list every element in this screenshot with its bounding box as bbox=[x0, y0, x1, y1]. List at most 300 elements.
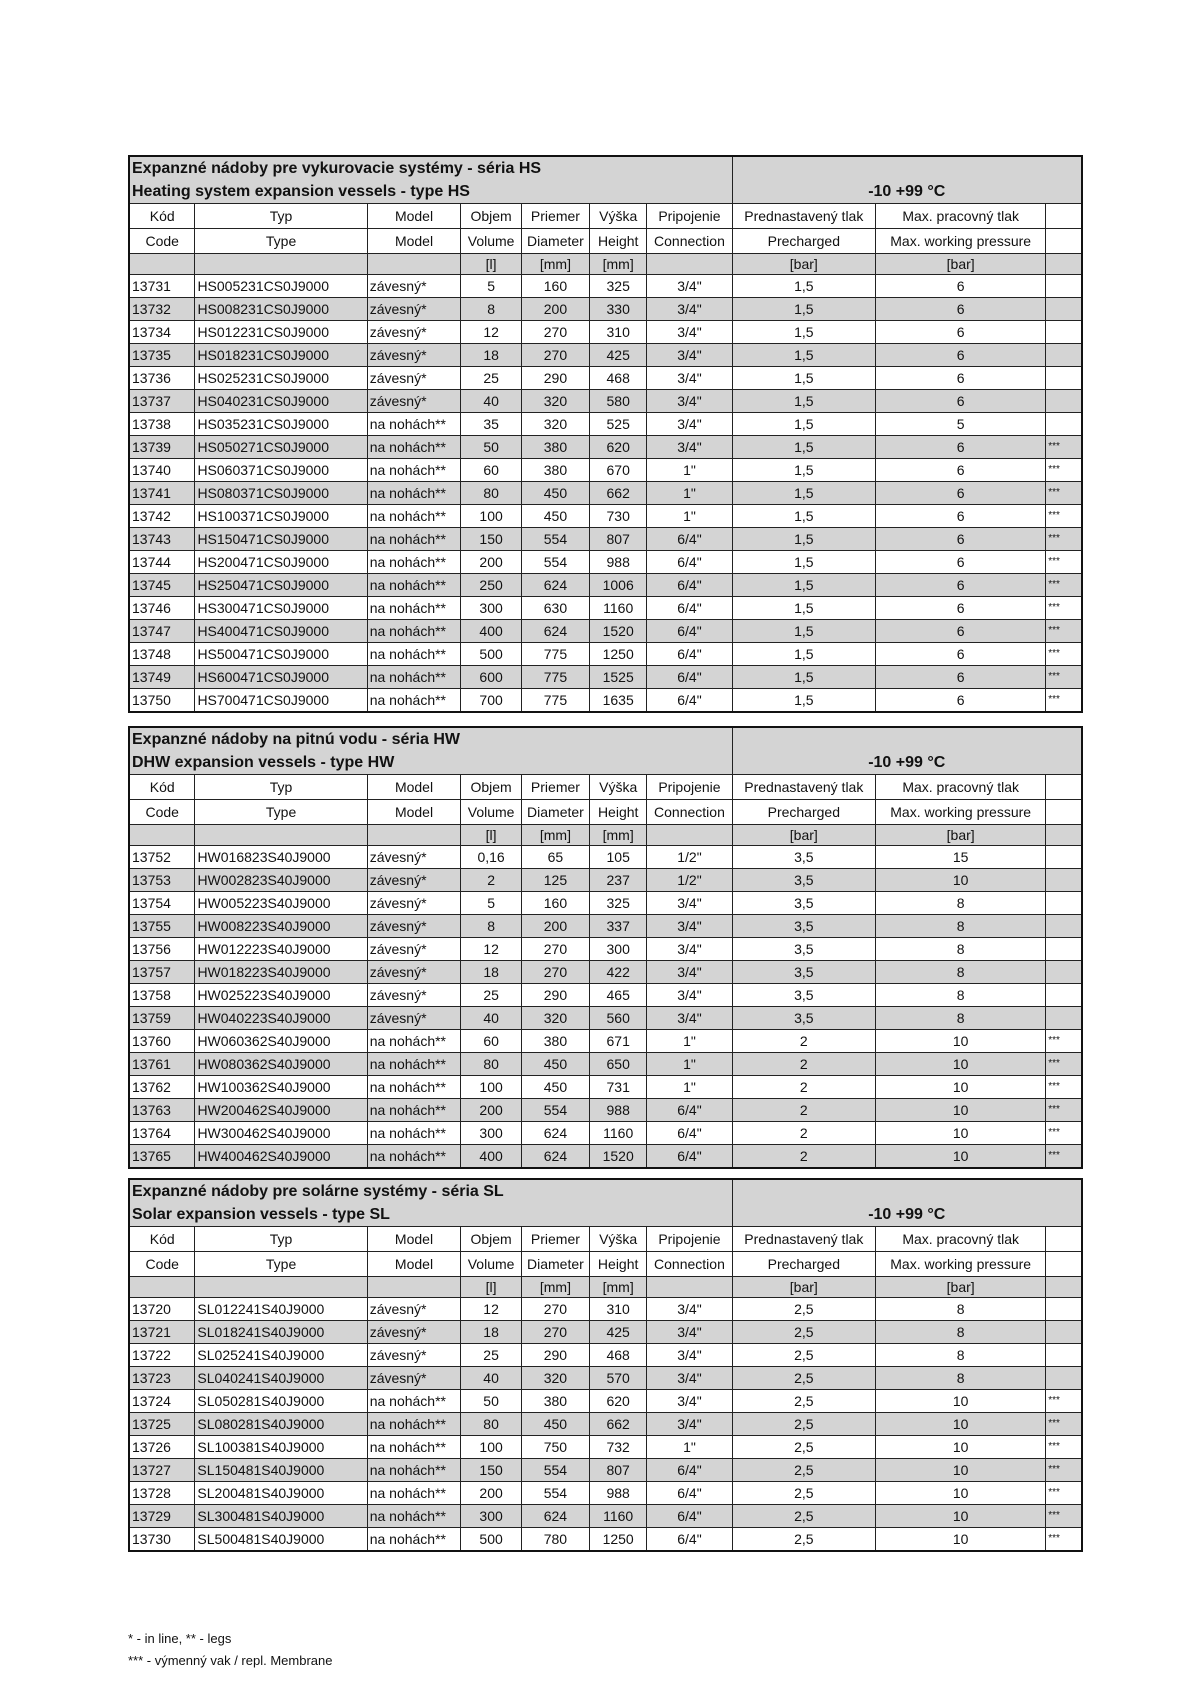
cell-max-pressure: 6 bbox=[876, 459, 1046, 482]
cell-max-pressure: 10 bbox=[876, 1482, 1046, 1505]
cell-code: 13735 bbox=[129, 344, 195, 367]
cell-diameter: 554 bbox=[521, 1482, 589, 1505]
cell-precharged: 1,5 bbox=[732, 459, 876, 482]
cell-diameter: 380 bbox=[521, 436, 589, 459]
cell-max-pressure: 10 bbox=[876, 869, 1046, 892]
col-header-objem: Objem bbox=[461, 204, 522, 229]
cell-precharged: 2,5 bbox=[732, 1528, 876, 1552]
cell-diameter: 554 bbox=[521, 1459, 589, 1482]
cell-diameter: 270 bbox=[521, 1298, 589, 1321]
cell-height: 1160 bbox=[589, 1505, 646, 1528]
cell-height: 468 bbox=[589, 367, 646, 390]
cell-connection: 6/4" bbox=[647, 574, 732, 597]
cell-code: 13762 bbox=[129, 1076, 195, 1099]
cell-note bbox=[1046, 321, 1082, 344]
cell-height: 330 bbox=[589, 298, 646, 321]
cell-height: 988 bbox=[589, 551, 646, 574]
cell-model: závesný* bbox=[367, 846, 461, 869]
cell-precharged: 1,5 bbox=[732, 528, 876, 551]
table-row bbox=[129, 1099, 1082, 1122]
cell-volume: 500 bbox=[461, 643, 522, 666]
cell-height: 425 bbox=[589, 1321, 646, 1344]
cell-max-pressure: 10 bbox=[876, 1528, 1046, 1552]
cell-height: 560 bbox=[589, 1007, 646, 1030]
cell-model: závesný* bbox=[367, 344, 461, 367]
cell-model: na nohách** bbox=[367, 1030, 461, 1053]
cell-precharged: 2,5 bbox=[732, 1390, 876, 1413]
table-row bbox=[129, 869, 1082, 892]
cell-model: závesný* bbox=[367, 367, 461, 390]
cell-volume: 18 bbox=[461, 1321, 522, 1344]
col-header-prednastaveny: Prednastavený tlak bbox=[732, 775, 876, 800]
cell-max-pressure: 6 bbox=[876, 666, 1046, 689]
cell-height: 1525 bbox=[589, 666, 646, 689]
cell-connection: 3/4" bbox=[647, 413, 732, 436]
table-row bbox=[129, 344, 1082, 367]
cell-connection: 6/4" bbox=[647, 551, 732, 574]
cell-model: závesný* bbox=[367, 275, 461, 298]
table-row bbox=[129, 666, 1082, 689]
cell-type: SL040241S40J9000 bbox=[195, 1367, 367, 1390]
cell-max-pressure: 6 bbox=[876, 643, 1046, 666]
unit-height: [mm] bbox=[589, 1277, 646, 1298]
cell-max-pressure: 6 bbox=[876, 505, 1046, 528]
cell-volume: 8 bbox=[461, 298, 522, 321]
cell-model: na nohách** bbox=[367, 666, 461, 689]
cell-precharged: 2,5 bbox=[732, 1436, 876, 1459]
cell-model: na nohách** bbox=[367, 1482, 461, 1505]
cell-model: na nohách** bbox=[367, 482, 461, 505]
cell-max-pressure: 8 bbox=[876, 938, 1046, 961]
cell-diameter: 270 bbox=[521, 1321, 589, 1344]
cell-precharged: 1,5 bbox=[732, 482, 876, 505]
cell-connection: 6/4" bbox=[647, 1145, 732, 1169]
cell-volume: 200 bbox=[461, 1482, 522, 1505]
cell-height: 1635 bbox=[589, 689, 646, 713]
table-row bbox=[129, 413, 1082, 436]
cell-diameter: 554 bbox=[521, 551, 589, 574]
unit-volume: [l] bbox=[461, 1277, 522, 1298]
table-row bbox=[129, 459, 1082, 482]
cell-code: 13759 bbox=[129, 1007, 195, 1030]
cell-max-pressure: 6 bbox=[876, 528, 1046, 551]
col-header-connection: Connection bbox=[647, 800, 732, 825]
cell-code: 13740 bbox=[129, 459, 195, 482]
cell-max-pressure: 10 bbox=[876, 1390, 1046, 1413]
col-header-prednastaveny: Prednastavený tlak bbox=[732, 204, 876, 229]
cell-diameter: 200 bbox=[521, 915, 589, 938]
cell-connection: 6/4" bbox=[647, 1122, 732, 1145]
cell-note: *** bbox=[1046, 1436, 1082, 1459]
cell-max-pressure: 15 bbox=[876, 846, 1046, 869]
col-header-height: Height bbox=[589, 229, 646, 254]
cell-height: 525 bbox=[589, 413, 646, 436]
cell-connection: 1" bbox=[647, 1436, 732, 1459]
cell-diameter: 320 bbox=[521, 1367, 589, 1390]
cell-precharged: 1,5 bbox=[732, 620, 876, 643]
cell-type: SL500481S40J9000 bbox=[195, 1528, 367, 1552]
col-header-type: Type bbox=[195, 800, 367, 825]
cell-precharged: 2,5 bbox=[732, 1505, 876, 1528]
cell-connection: 6/4" bbox=[647, 528, 732, 551]
temperature-range: -10 +99 °C bbox=[732, 751, 1082, 775]
table-row bbox=[129, 574, 1082, 597]
cell-max-pressure: 10 bbox=[876, 1413, 1046, 1436]
cell-height: 807 bbox=[589, 1459, 646, 1482]
cell-volume: 35 bbox=[461, 413, 522, 436]
cell-type: HS700471CS0J9000 bbox=[195, 689, 367, 713]
cell-model: závesný* bbox=[367, 1321, 461, 1344]
col-header-connection: Connection bbox=[647, 1252, 732, 1277]
cell-connection: 6/4" bbox=[647, 597, 732, 620]
sl-section bbox=[128, 1178, 1083, 1552]
cell-precharged: 1,5 bbox=[732, 505, 876, 528]
cell-diameter: 630 bbox=[521, 597, 589, 620]
cell-max-pressure: 6 bbox=[876, 689, 1046, 713]
cell-model: závesný* bbox=[367, 1367, 461, 1390]
col-header-max-en: Max. working pressure bbox=[876, 1252, 1046, 1277]
table-row bbox=[129, 1076, 1082, 1099]
col-header-kod: Kód bbox=[129, 775, 195, 800]
cell-volume: 300 bbox=[461, 1505, 522, 1528]
cell-type: HS100371CS0J9000 bbox=[195, 505, 367, 528]
footnote-legend: * - in line, ** - legs bbox=[128, 1631, 232, 1646]
cell-connection: 1" bbox=[647, 1076, 732, 1099]
cell-note bbox=[1046, 275, 1082, 298]
cell-precharged: 1,5 bbox=[732, 321, 876, 344]
table-row bbox=[129, 298, 1082, 321]
cell-height: 422 bbox=[589, 961, 646, 984]
cell-type: HW100362S40J9000 bbox=[195, 1076, 367, 1099]
table-row bbox=[129, 1321, 1082, 1344]
cell-diameter: 450 bbox=[521, 505, 589, 528]
cell-diameter: 624 bbox=[521, 1505, 589, 1528]
cell-connection: 3/4" bbox=[647, 1298, 732, 1321]
cell-max-pressure: 8 bbox=[876, 892, 1046, 915]
cell-volume: 700 bbox=[461, 689, 522, 713]
col-header-model-en: Model bbox=[367, 800, 461, 825]
cell-code: 13749 bbox=[129, 666, 195, 689]
cell-model: závesný* bbox=[367, 938, 461, 961]
table-row bbox=[129, 1007, 1082, 1030]
cell-type: HS300471CS0J9000 bbox=[195, 597, 367, 620]
cell-code: 13755 bbox=[129, 915, 195, 938]
cell-connection: 6/4" bbox=[647, 1099, 732, 1122]
cell-connection: 6/4" bbox=[647, 620, 732, 643]
col-header-note-en bbox=[1046, 1252, 1082, 1277]
cell-note bbox=[1046, 390, 1082, 413]
unit-max: [bar] bbox=[876, 1277, 1046, 1298]
cell-volume: 25 bbox=[461, 1344, 522, 1367]
cell-type: HS050271CS0J9000 bbox=[195, 436, 367, 459]
unit-blank bbox=[367, 825, 461, 846]
cell-code: 13736 bbox=[129, 367, 195, 390]
cell-connection: 3/4" bbox=[647, 1367, 732, 1390]
cell-note: *** bbox=[1046, 1505, 1082, 1528]
cell-note bbox=[1046, 938, 1082, 961]
cell-max-pressure: 8 bbox=[876, 961, 1046, 984]
cell-precharged: 2 bbox=[732, 1076, 876, 1099]
cell-note bbox=[1046, 846, 1082, 869]
cell-diameter: 125 bbox=[521, 869, 589, 892]
cell-type: HS250471CS0J9000 bbox=[195, 574, 367, 597]
cell-volume: 250 bbox=[461, 574, 522, 597]
unit-height: [mm] bbox=[589, 254, 646, 275]
col-header-prednastaveny: Prednastavený tlak bbox=[732, 1227, 876, 1252]
price-table bbox=[128, 155, 1083, 713]
cell-height: 310 bbox=[589, 1298, 646, 1321]
cell-note: *** bbox=[1046, 689, 1082, 713]
unit-blank bbox=[195, 825, 367, 846]
cell-model: závesný* bbox=[367, 869, 461, 892]
cell-diameter: 380 bbox=[521, 1390, 589, 1413]
cell-type: HW400462S40J9000 bbox=[195, 1145, 367, 1169]
cell-volume: 0,16 bbox=[461, 846, 522, 869]
cell-type: SL200481S40J9000 bbox=[195, 1482, 367, 1505]
cell-connection: 3/4" bbox=[647, 915, 732, 938]
col-header-max: Max. pracovný tlak bbox=[876, 204, 1046, 229]
cell-volume: 300 bbox=[461, 1122, 522, 1145]
cell-diameter: 450 bbox=[521, 1076, 589, 1099]
col-header-typ: Typ bbox=[195, 775, 367, 800]
table-row bbox=[129, 482, 1082, 505]
table-row bbox=[129, 390, 1082, 413]
cell-code: 13764 bbox=[129, 1122, 195, 1145]
col-header-max-en: Max. working pressure bbox=[876, 229, 1046, 254]
cell-height: 310 bbox=[589, 321, 646, 344]
cell-note: *** bbox=[1046, 1413, 1082, 1436]
cell-max-pressure: 10 bbox=[876, 1436, 1046, 1459]
unit-diameter: [mm] bbox=[521, 1277, 589, 1298]
cell-precharged: 1,5 bbox=[732, 275, 876, 298]
cell-max-pressure: 6 bbox=[876, 275, 1046, 298]
col-header-model: Model bbox=[367, 204, 461, 229]
cell-diameter: 624 bbox=[521, 574, 589, 597]
col-header-model: Model bbox=[367, 1227, 461, 1252]
cell-type: HS008231CS0J9000 bbox=[195, 298, 367, 321]
unit-max: [bar] bbox=[876, 825, 1046, 846]
col-header-objem: Objem bbox=[461, 1227, 522, 1252]
unit-precharged: [bar] bbox=[732, 825, 876, 846]
col-header-precharged: Precharged bbox=[732, 800, 876, 825]
cell-volume: 12 bbox=[461, 321, 522, 344]
unit-volume: [l] bbox=[461, 825, 522, 846]
cell-code: 13739 bbox=[129, 436, 195, 459]
cell-diameter: 320 bbox=[521, 390, 589, 413]
cell-precharged: 3,5 bbox=[732, 915, 876, 938]
section-title-blank bbox=[732, 156, 1082, 180]
unit-blank bbox=[195, 1277, 367, 1298]
col-header-note-en bbox=[1046, 800, 1082, 825]
cell-type: HW016823S40J9000 bbox=[195, 846, 367, 869]
cell-type: HS600471CS0J9000 bbox=[195, 666, 367, 689]
cell-connection: 3/4" bbox=[647, 298, 732, 321]
cell-model: na nohách** bbox=[367, 597, 461, 620]
cell-max-pressure: 10 bbox=[876, 1030, 1046, 1053]
cell-diameter: 200 bbox=[521, 298, 589, 321]
col-header-precharged: Precharged bbox=[732, 229, 876, 254]
cell-precharged: 1,5 bbox=[732, 574, 876, 597]
table-row bbox=[129, 961, 1082, 984]
footnotes bbox=[128, 1628, 332, 1672]
cell-model: na nohách** bbox=[367, 505, 461, 528]
cell-code: 13732 bbox=[129, 298, 195, 321]
cell-note bbox=[1046, 1321, 1082, 1344]
cell-connection: 1" bbox=[647, 1030, 732, 1053]
table-row bbox=[129, 528, 1082, 551]
cell-code: 13720 bbox=[129, 1298, 195, 1321]
cell-max-pressure: 6 bbox=[876, 298, 1046, 321]
cell-code: 13734 bbox=[129, 321, 195, 344]
cell-max-pressure: 10 bbox=[876, 1099, 1046, 1122]
cell-height: 988 bbox=[589, 1099, 646, 1122]
cell-note: *** bbox=[1046, 643, 1082, 666]
cell-precharged: 1,5 bbox=[732, 390, 876, 413]
cell-note: *** bbox=[1046, 597, 1082, 620]
cell-height: 325 bbox=[589, 275, 646, 298]
cell-type: HS500471CS0J9000 bbox=[195, 643, 367, 666]
cell-max-pressure: 8 bbox=[876, 1007, 1046, 1030]
cell-model: na nohách** bbox=[367, 1413, 461, 1436]
cell-note: *** bbox=[1046, 1459, 1082, 1482]
cell-volume: 50 bbox=[461, 436, 522, 459]
cell-height: 671 bbox=[589, 1030, 646, 1053]
cell-model: na nohách** bbox=[367, 1076, 461, 1099]
col-header-note bbox=[1046, 204, 1082, 229]
col-header-pripojenie: Pripojenie bbox=[647, 1227, 732, 1252]
table-row bbox=[129, 505, 1082, 528]
cell-code: 13761 bbox=[129, 1053, 195, 1076]
cell-type: HW300462S40J9000 bbox=[195, 1122, 367, 1145]
cell-height: 1520 bbox=[589, 620, 646, 643]
cell-diameter: 554 bbox=[521, 1099, 589, 1122]
cell-connection: 3/4" bbox=[647, 938, 732, 961]
cell-model: na nohách** bbox=[367, 1122, 461, 1145]
cell-type: HS040231CS0J9000 bbox=[195, 390, 367, 413]
cell-volume: 150 bbox=[461, 1459, 522, 1482]
cell-code: 13753 bbox=[129, 869, 195, 892]
cell-height: 1006 bbox=[589, 574, 646, 597]
cell-height: 570 bbox=[589, 1367, 646, 1390]
cell-volume: 40 bbox=[461, 1367, 522, 1390]
col-header-diameter: Diameter bbox=[521, 229, 589, 254]
col-header-pripojenie: Pripojenie bbox=[647, 204, 732, 229]
cell-height: 105 bbox=[589, 846, 646, 869]
cell-note: *** bbox=[1046, 1030, 1082, 1053]
cell-connection: 6/4" bbox=[647, 1528, 732, 1552]
cell-note bbox=[1046, 367, 1082, 390]
cell-precharged: 1,5 bbox=[732, 689, 876, 713]
unit-blank bbox=[367, 1277, 461, 1298]
col-header-objem: Objem bbox=[461, 775, 522, 800]
cell-diameter: 775 bbox=[521, 666, 589, 689]
cell-model: závesný* bbox=[367, 915, 461, 938]
cell-max-pressure: 6 bbox=[876, 321, 1046, 344]
cell-code: 13722 bbox=[129, 1344, 195, 1367]
cell-volume: 60 bbox=[461, 459, 522, 482]
col-header-kod: Kód bbox=[129, 204, 195, 229]
cell-note: *** bbox=[1046, 1528, 1082, 1552]
cell-model: závesný* bbox=[367, 298, 461, 321]
cell-code: 13750 bbox=[129, 689, 195, 713]
cell-precharged: 3,5 bbox=[732, 961, 876, 984]
cell-connection: 1" bbox=[647, 1053, 732, 1076]
cell-diameter: 290 bbox=[521, 984, 589, 1007]
cell-code: 13765 bbox=[129, 1145, 195, 1169]
unit-blank bbox=[1046, 254, 1082, 275]
cell-model: závesný* bbox=[367, 390, 461, 413]
cell-precharged: 2,5 bbox=[732, 1482, 876, 1505]
cell-connection: 1/2" bbox=[647, 869, 732, 892]
section-title-blank bbox=[732, 1179, 1082, 1203]
col-header-diameter: Diameter bbox=[521, 1252, 589, 1277]
price-table bbox=[128, 726, 1083, 1169]
cell-model: na nohách** bbox=[367, 689, 461, 713]
cell-diameter: 160 bbox=[521, 275, 589, 298]
cell-type: HW080362S40J9000 bbox=[195, 1053, 367, 1076]
cell-max-pressure: 10 bbox=[876, 1459, 1046, 1482]
cell-note bbox=[1046, 1007, 1082, 1030]
cell-type: HS035231CS0J9000 bbox=[195, 413, 367, 436]
table-row bbox=[129, 984, 1082, 1007]
cell-code: 13754 bbox=[129, 892, 195, 915]
cell-precharged: 3,5 bbox=[732, 869, 876, 892]
cell-height: 662 bbox=[589, 482, 646, 505]
cell-connection: 3/4" bbox=[647, 1321, 732, 1344]
cell-code: 13760 bbox=[129, 1030, 195, 1053]
cell-height: 731 bbox=[589, 1076, 646, 1099]
temperature-range: -10 +99 °C bbox=[732, 180, 1082, 204]
cell-code: 13743 bbox=[129, 528, 195, 551]
unit-blank bbox=[129, 1277, 195, 1298]
unit-diameter: [mm] bbox=[521, 825, 589, 846]
col-header-max: Max. pracovný tlak bbox=[876, 775, 1046, 800]
cell-note bbox=[1046, 1298, 1082, 1321]
cell-height: 300 bbox=[589, 938, 646, 961]
cell-precharged: 1,5 bbox=[732, 666, 876, 689]
unit-diameter: [mm] bbox=[521, 254, 589, 275]
col-header-model-en: Model bbox=[367, 229, 461, 254]
table-row bbox=[129, 846, 1082, 869]
cell-note: *** bbox=[1046, 528, 1082, 551]
cell-max-pressure: 8 bbox=[876, 1321, 1046, 1344]
table-row bbox=[129, 275, 1082, 298]
unit-height: [mm] bbox=[589, 825, 646, 846]
cell-precharged: 2,5 bbox=[732, 1344, 876, 1367]
cell-type: HS018231CS0J9000 bbox=[195, 344, 367, 367]
cell-precharged: 2,5 bbox=[732, 1459, 876, 1482]
unit-blank bbox=[195, 254, 367, 275]
cell-diameter: 750 bbox=[521, 1436, 589, 1459]
cell-type: HS060371CS0J9000 bbox=[195, 459, 367, 482]
cell-code: 13726 bbox=[129, 1436, 195, 1459]
cell-type: HW002823S40J9000 bbox=[195, 869, 367, 892]
cell-diameter: 270 bbox=[521, 961, 589, 984]
cell-height: 732 bbox=[589, 1436, 646, 1459]
cell-volume: 100 bbox=[461, 505, 522, 528]
cell-height: 670 bbox=[589, 459, 646, 482]
cell-volume: 12 bbox=[461, 1298, 522, 1321]
table-row bbox=[129, 1482, 1082, 1505]
cell-note: *** bbox=[1046, 1390, 1082, 1413]
cell-code: 13727 bbox=[129, 1459, 195, 1482]
section-title-sk: Expanzné nádoby na pitnú vodu - séria HW bbox=[129, 727, 732, 751]
cell-model: na nohách** bbox=[367, 620, 461, 643]
col-header-height: Height bbox=[589, 800, 646, 825]
cell-diameter: 450 bbox=[521, 482, 589, 505]
section-title-blank bbox=[732, 727, 1082, 751]
cell-note: *** bbox=[1046, 574, 1082, 597]
